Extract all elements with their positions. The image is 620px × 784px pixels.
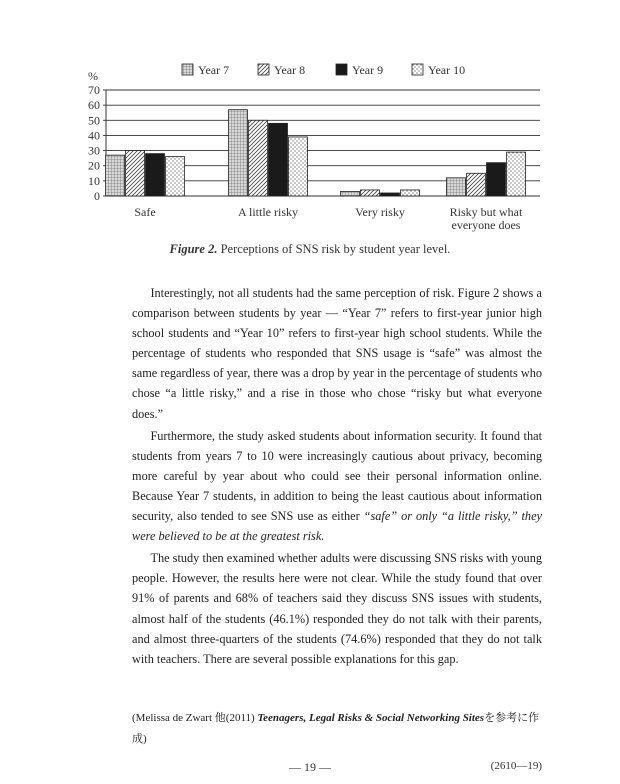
paragraph-1: Interestingly, not all students had the same perception of risk. Figure 2 shows a comparison between students by year — “Year 7” refers to first-year junior high school students and “Year 10” refers to first-year high school students. While the percentage of students who responded that SNS usage is “safe” was almost the same regardless of year, there was a drop by year in the percentage of students who chose “a little risky,” and a rise in those who chose “risky but what everyone does.”	[132, 286, 542, 421]
y-axis-ticks	[88, 83, 100, 203]
bar-year-7-2	[341, 191, 360, 196]
bar-year-8-0	[126, 151, 145, 196]
article-body	[132, 283, 542, 669]
figure-caption-text: Perceptions of SNS risk by student year level.	[217, 242, 451, 256]
paragraph-2-text: Furthermore, the study asked students about information security. It found that students from years 7 to 10 were increasingly cautious about privacy, becoming more careful by year about who could see their personal information online. Because Year 7 students, in addition to being the least cautious about information security, also tended to see SNS use as either	[132, 428, 542, 524]
legend-label: Year 7	[198, 63, 230, 77]
legend-swatch	[336, 64, 347, 75]
source-prefix: (Melissa de Zwart 他(2011)	[132, 712, 258, 724]
page-number: — 19 —	[289, 760, 331, 774]
bar-year-7-1	[229, 110, 248, 196]
legend-swatch	[182, 64, 193, 75]
x-category-label: Very risky	[355, 205, 405, 219]
legend-label: Year 8	[274, 63, 306, 77]
y-tick-label: 50	[88, 113, 100, 128]
x-category-label: everyone does	[451, 218, 521, 232]
x-category-label: Risky but what	[449, 205, 523, 219]
legend-swatch	[412, 64, 423, 75]
y-tick-label: 60	[88, 98, 100, 113]
bar-year-9-0	[146, 154, 165, 196]
legend-label: Year 10	[428, 63, 466, 77]
source-title: Teenagers, Legal Risks & Social Networking Sites	[257, 712, 485, 724]
y-tick-label: 30	[88, 143, 100, 158]
bar-year-10-0	[166, 157, 185, 196]
figure-label: Figure 2.	[169, 242, 218, 256]
source-suffix: を参考に作成)	[132, 712, 540, 745]
legend-swatch	[258, 64, 269, 75]
legend-label: Year 9	[352, 63, 384, 77]
bar-year-10-1	[289, 137, 308, 196]
bar-year-10-3	[507, 152, 526, 196]
y-tick-label: 10	[88, 173, 100, 188]
chart-bars	[106, 110, 526, 196]
bar-year-9-3	[487, 163, 506, 196]
bar-year-7-0	[106, 155, 125, 196]
paragraph-2	[132, 426, 542, 547]
bar-year-9-2	[381, 193, 400, 196]
x-axis-labels	[134, 205, 523, 232]
bar-year-8-3	[467, 173, 486, 196]
y-tick-label: 40	[88, 128, 100, 143]
x-category-label: A little risky	[238, 205, 298, 219]
bar-year-10-2	[401, 190, 420, 196]
paragraph-2-italic: “safe” or only “a little risky,” they were believed to be at the greatest risk.	[132, 509, 542, 544]
figure-caption	[0, 242, 620, 257]
y-tick-label: 0	[94, 189, 100, 203]
bar-year-7-3	[447, 178, 466, 196]
bar-year-8-2	[361, 190, 380, 196]
sns-risk-bar-chart	[0, 0, 620, 240]
y-tick-label: 20	[88, 158, 100, 173]
y-axis-unit: %	[88, 69, 98, 83]
chart-legend	[182, 63, 465, 77]
y-tick-label: 70	[88, 83, 100, 97]
paragraph-3: The study then examined whether adults were discussing SNS risks with young people. However, the results here were not clear. While the study found that over 91% of parents and 68% of teachers said they discuss SNS issues with students, almost half of the students (46.1%) responded they do not talk with their parents, and almost three-quarters of the students (74.6%) responded that they do not talk with teachers. There are several possible explanations for this gap.	[132, 551, 542, 666]
source-citation	[132, 708, 552, 750]
page-code: (2610—19)	[490, 760, 542, 772]
bar-year-8-1	[249, 120, 268, 196]
x-category-label: Safe	[134, 205, 156, 219]
bar-year-9-1	[269, 123, 288, 196]
